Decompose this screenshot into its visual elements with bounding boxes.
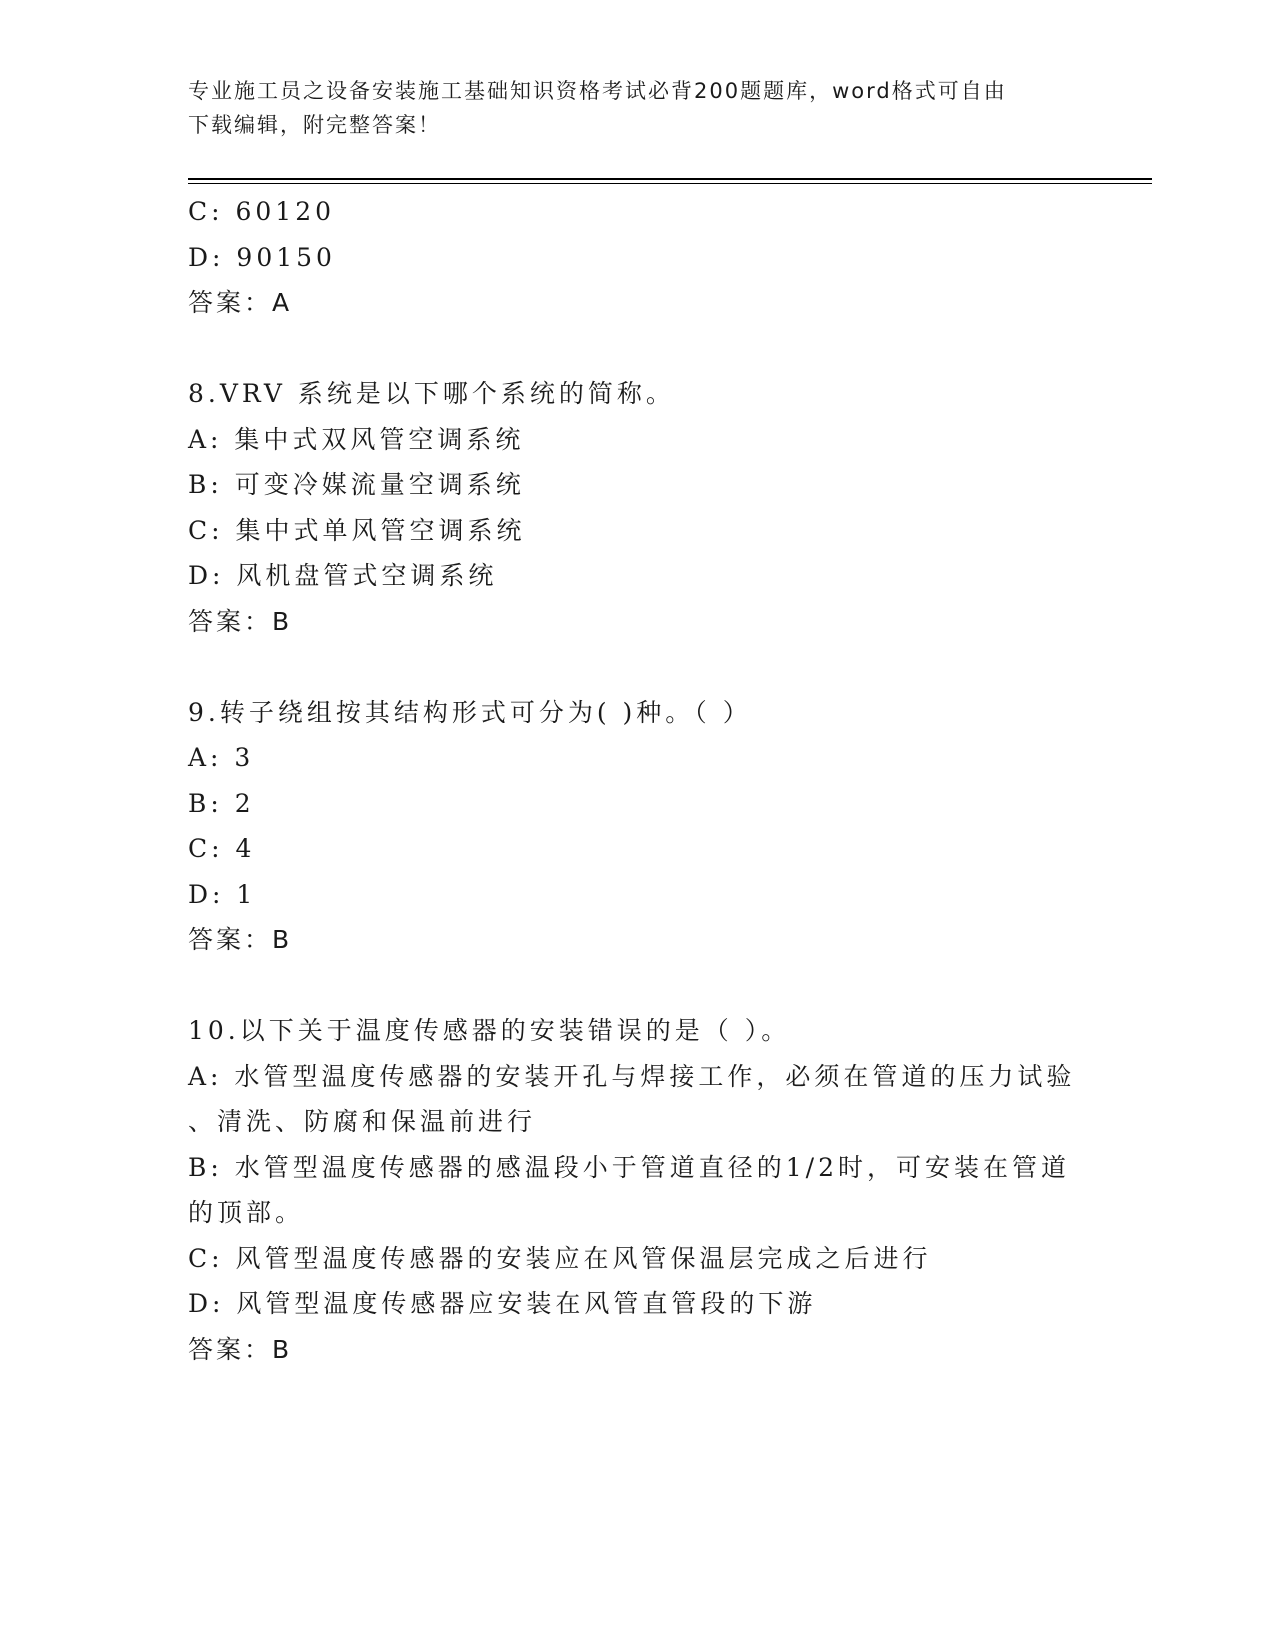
header-line-1: 专业施工员之设备安装施工基础知识资格考试必背200题题库，word格式可自由 [188,79,1007,103]
option-c: C: 60120 [188,197,336,226]
question-9: 9.转子绕组按其结构形式可分为( )种。（ ） [188,697,752,727]
question-10: 10.以下关于温度传感器的安装错误的是（ ）。 [188,1016,791,1045]
question-9-option-a: A: 3 [188,743,255,772]
option-d: D: 90150 [188,242,336,272]
question-8-option-d: D: 风机盘管式空调系统 [188,561,498,590]
header-line-2: 下载编辑，附完整答案！ [188,113,441,137]
spacer [188,963,1088,1009]
answer: 答案：A [188,288,293,317]
question-8-option-a: A: 集中式双风管空调系统 [188,424,525,454]
question-9-answer: 答案：B [188,925,293,954]
header-rule-thin [188,183,1152,184]
question-10-answer: 答案：B [188,1334,293,1364]
question-9-option-c: C: 4 [188,834,256,863]
document-header [188,74,1088,142]
question-10-option-c: C: 风管型温度传感器的安装应在风管保温层完成之后进行 [188,1243,932,1273]
question-8-option-b: B: 可变冷媒流量空调系统 [188,470,525,499]
question-10-option-b-cont: 的顶部。 [188,1198,305,1227]
spacer [188,326,1088,372]
question-10-option-d: D: 风管型温度传感器应安装在风管直管段的下游 [188,1289,817,1318]
question-10-option-a: A: 水管型温度传感器的安装开孔与焊接工作，必须在管道的压力试验 [188,1061,1076,1091]
question-9-option-b: B: 2 [188,788,255,818]
question-8-option-c: C: 集中式单风管空调系统 [188,515,526,545]
question-content [188,189,1088,1372]
question-8: 8.VRV 系统是以下哪个系统的简称。 [188,379,675,408]
header-rule-thick [188,178,1152,180]
spacer [188,644,1088,690]
question-9-option-d: D: 1 [188,879,257,909]
question-10-option-a-cont: 、清洗、防腐和保温前进行 [188,1107,537,1136]
question-8-answer: 答案：B [188,606,293,636]
question-10-option-b: B: 水管型温度传感器的感温段小于管道直径的1/2时，可安装在管道 [188,1152,1070,1182]
